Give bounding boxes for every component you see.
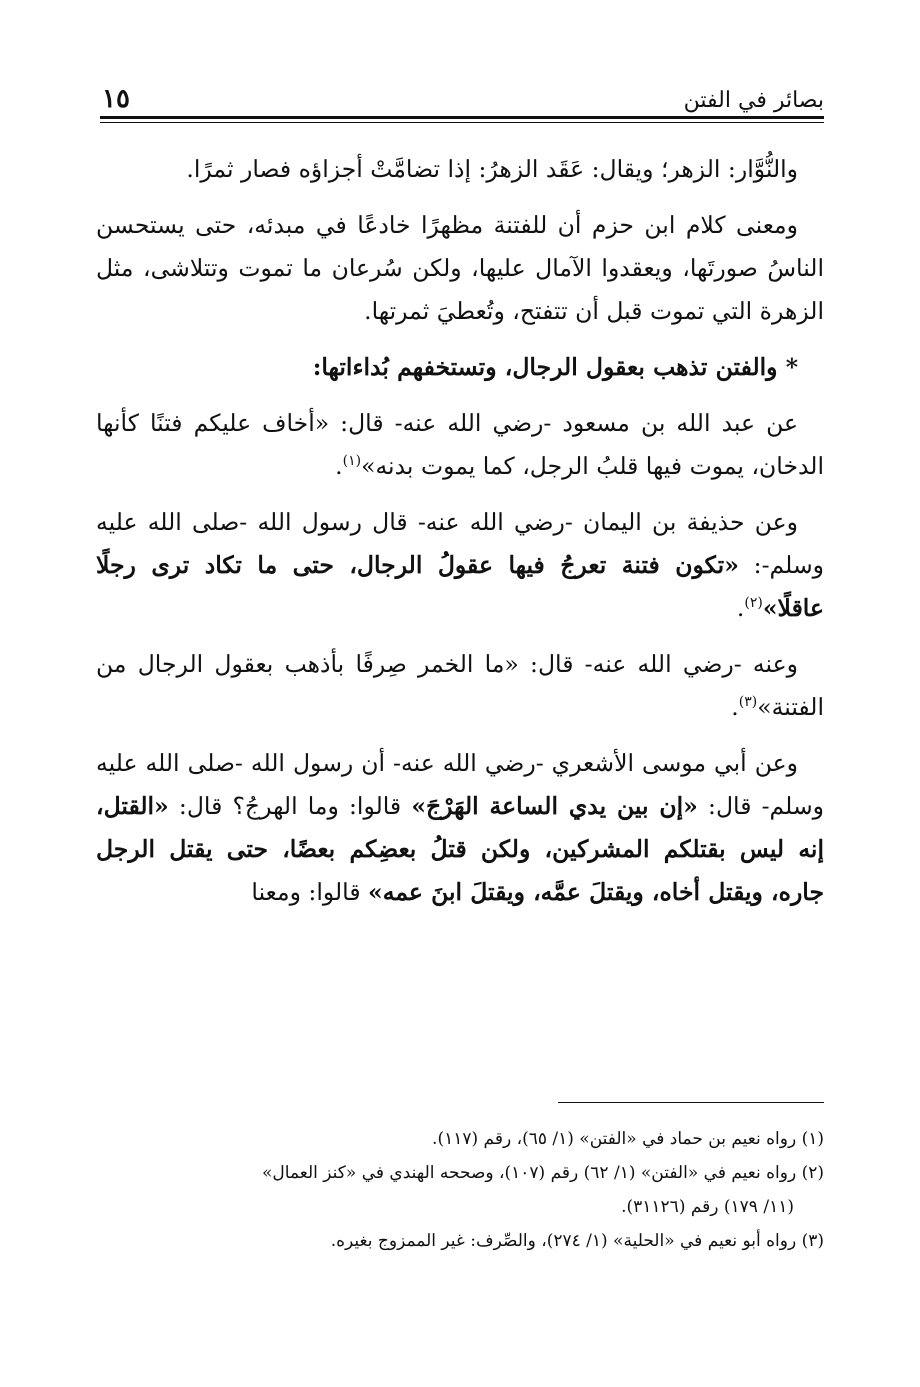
text-segment: عن عبد الله بن مسعود -رضي الله عنه- قال: «أخاف عليكم فتنًا كأنها الدخان، يموت فيها قلبُ الرجل، كما يموت بدنه» xyxy=(96,409,824,480)
text-segment: وعن أبي موسى الأشعري -رضي الله عنه- أن رسول الله -صلى الله عليه وسلم- قال: xyxy=(96,749,824,820)
footnote-marker: (١) xyxy=(342,453,362,470)
text-segment: وعن حذيفة بن اليمان -رضي الله عنه- قال رسول الله -صلى الله عليه وسلم-: xyxy=(96,508,824,579)
text-segment: . xyxy=(731,693,739,721)
text-segment: قالوا: ومعنا xyxy=(251,878,369,906)
text-segment: وعنه -رضي الله عنه- قال: «ما الخمر صِرفًا بأذهب بعقول الرجال من الفتنة» xyxy=(96,650,824,721)
paragraph xyxy=(96,204,824,333)
text-segment: والنُّوَّار: الزهر؛ ويقال: عَقَد الزهرُ: إذا تضامَّتْ أجزاؤه فصار ثمرًا. xyxy=(186,155,798,183)
footnote xyxy=(96,1224,824,1258)
text-segment: * والفتن تذهب بعقول الرجال، وتستخفهم بُداءاتها: xyxy=(312,353,798,381)
page-number: ١٥ xyxy=(102,84,130,114)
paragraph xyxy=(96,643,824,729)
footnote-marker: (٣) xyxy=(738,694,758,711)
footnote-divider xyxy=(558,1102,824,1103)
main-text xyxy=(96,148,824,927)
footnote-line: (٣) رواه أبو نعيم في «الحلية» (١/ ٢٧٤)، والصِّرف: غير الممزوج بغيره. xyxy=(330,1231,824,1251)
hadith-quote-bold: «إن بين يدي الساعة الهَرْجَ» xyxy=(411,792,698,820)
footnote xyxy=(96,1156,824,1224)
text-segment: قالوا: وما الهرجُ؟ قال: xyxy=(168,792,412,820)
footnote-line: (١) رواه نعيم بن حماد في «الفتن» (١/ ٦٥)، رقم (١١٧). xyxy=(432,1129,824,1149)
text-segment: . xyxy=(335,452,343,480)
footnotes xyxy=(96,1122,824,1258)
header-rule-thick xyxy=(100,116,824,119)
text-segment: . xyxy=(736,594,745,622)
running-title: بصائر في الفتن xyxy=(683,88,824,113)
footnote-line: (١١/ ١٧٩) رقم (٣١١٢٦). xyxy=(621,1197,794,1217)
footnote-marker: (٢) xyxy=(744,595,763,612)
paragraph xyxy=(96,402,824,488)
text-segment: ومعنى كلام ابن حزم أن للفتنة مظهرًا خادعًا في مبدئه، حتى يستحسن الناسُ صورتَها، ويعقدوا الآمال عليها، ولكن سُرعان ما تموت وتتلاشى، مثل الزهرة التي تموت قبل أن تتفتح، وتُعطيَ ثمرتها. xyxy=(96,211,824,325)
footnote-line: (٢) رواه نعيم في «الفتن» (١/ ٦٢) رقم (١٠٧)، وصححه الهندي في «كنز العمال» xyxy=(262,1163,824,1183)
paragraph xyxy=(96,742,824,914)
hadith-quote-bold: «تكون فتنة تعرجُ فيها عقولُ الرجال، حتى ما تكاد ترى رجلًا عاقلًا» xyxy=(96,551,824,622)
footnote xyxy=(96,1122,824,1156)
hadith-quote-bold: «القتل، إنه ليس بقتلكم المشركين، ولكن قتلُ بعضِكم بعضًا، حتى يقتل الرجل جاره، ويقتل أخاه، ويقتلَ عمَّه، ويقتلَ ابنَ عمه» xyxy=(96,792,824,906)
section-heading xyxy=(96,346,824,389)
paragraph xyxy=(96,501,824,630)
header-rule-thin xyxy=(100,122,824,123)
page-header xyxy=(100,82,824,120)
paragraph xyxy=(96,148,824,191)
